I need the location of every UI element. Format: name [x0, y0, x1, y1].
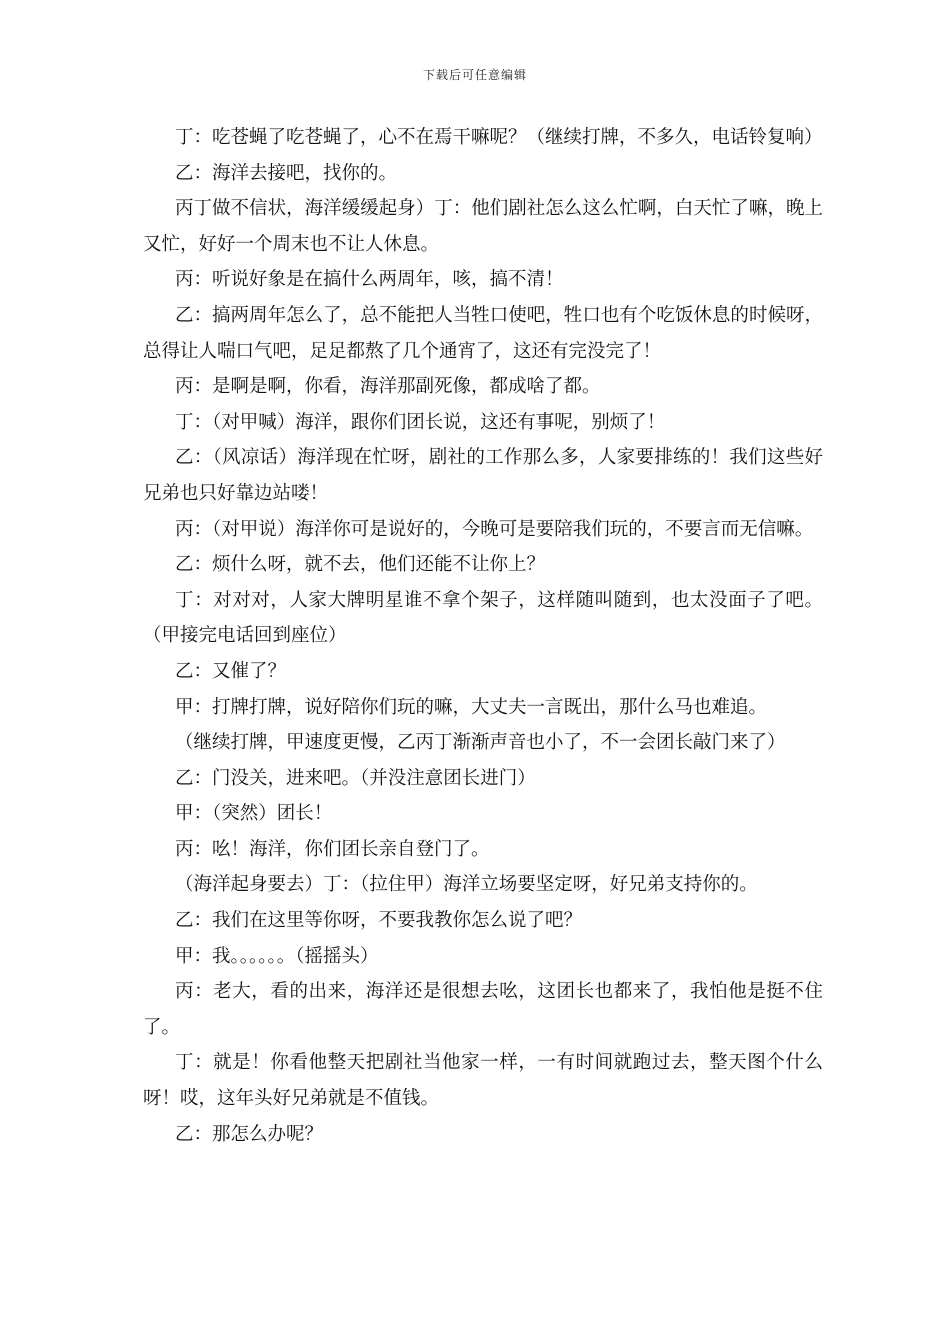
dialogue-paragraph: 乙：烦什么呀，就不去，他们还能不让你上？: [175, 554, 546, 576]
dialogue-paragraph: 乙：门没关，进来吧。（并没注意团长进门）: [175, 767, 536, 789]
dialogue-paragraph: 甲：我。。。。。。（摇摇头）: [175, 945, 379, 967]
dialogue-paragraph: 乙：搞两周年怎么了，总不能把人当牲口使吧，牲口也有个吃饭休息的时候呀，总得让人喘口气吧，足足都熬了几个通宵了，这还有完没完了！: [143, 304, 823, 362]
dialogue-paragraph: 乙：我们在这里等你呀，不要我教你怎么说了吧？: [175, 910, 583, 932]
script-body: [143, 120, 823, 1152]
dialogue-paragraph: 丁：（对甲喊）海洋，跟你们团长说，这还有事呢，别烦了！: [175, 411, 666, 433]
dialogue-paragraph: 丁：吃苍蝇了吃苍蝇了，心不在焉干嘛呢？（继续打牌，不多久，电话铃复响）: [175, 127, 823, 148]
dialogue-paragraph: 丙丁做不信状，海洋缓缓起身）丁：他们剧社怎么这么忙啊，白天忙了嘛，晚上又忙，好好一个周末也不让人休息。: [143, 198, 823, 255]
dialogue-paragraph: 丙：听说好象是在搞什么两周年，咳，搞不清！: [175, 269, 564, 291]
dialogue-paragraph: 甲：打牌打牌，说好陪你们玩的嘛，大丈夫一言既出，那什么马也难追。: [175, 696, 768, 718]
dialogue-paragraph: 丁：就是！你看他整天把剧社当他家一样，一有时间就跑过去，整天图个什么呀！哎，这年头好兄弟就是不值钱。: [143, 1052, 823, 1110]
page-header-note: 下载后可任意编辑: [422, 68, 527, 82]
dialogue-paragraph: 丙：是啊是啊，你看，海洋那副死像，都成啥了都。: [175, 376, 601, 398]
dialogue-paragraph: 丁：对对对，人家大牌明星谁不拿个架子，这样随叫随到，也太没面子了吧。（甲接完电话回到座位）: [143, 589, 823, 647]
dialogue-paragraph: 丙：（对甲说）海洋你可是说好的，今晚可是要陪我们玩的，不要言而无信嘛。: [175, 518, 814, 540]
dialogue-paragraph: 乙：那怎么办呢？: [175, 1123, 324, 1145]
dialogue-paragraph: 甲：（突然）团长！: [175, 803, 333, 825]
dialogue-paragraph: （继续打牌，甲速度更慢，乙丙丁渐渐声音也小了，不一会团长敲门来了）: [175, 732, 786, 754]
dialogue-paragraph: 乙：（风凉话）海洋现在忙呀，剧社的工作那么多，人家要排练的！我们这些好兄弟也只好靠边站喽！: [143, 447, 823, 504]
dialogue-paragraph: 乙：海洋去接吧，找你的。: [175, 162, 398, 184]
dialogue-paragraph: 丙：老大，看的出来，海洋还是很想去吆，这团长也都来了，我怕他是挺不住了。: [143, 981, 823, 1038]
dialogue-paragraph: 丙：吆！海洋，你们团长亲自登门了。: [175, 838, 490, 860]
dialogue-paragraph: （海洋起身要去）丁：（拉住甲）海洋立场要坚定呀，好兄弟支持你的。: [175, 874, 758, 896]
dialogue-paragraph: 乙：又催了？: [175, 660, 287, 682]
